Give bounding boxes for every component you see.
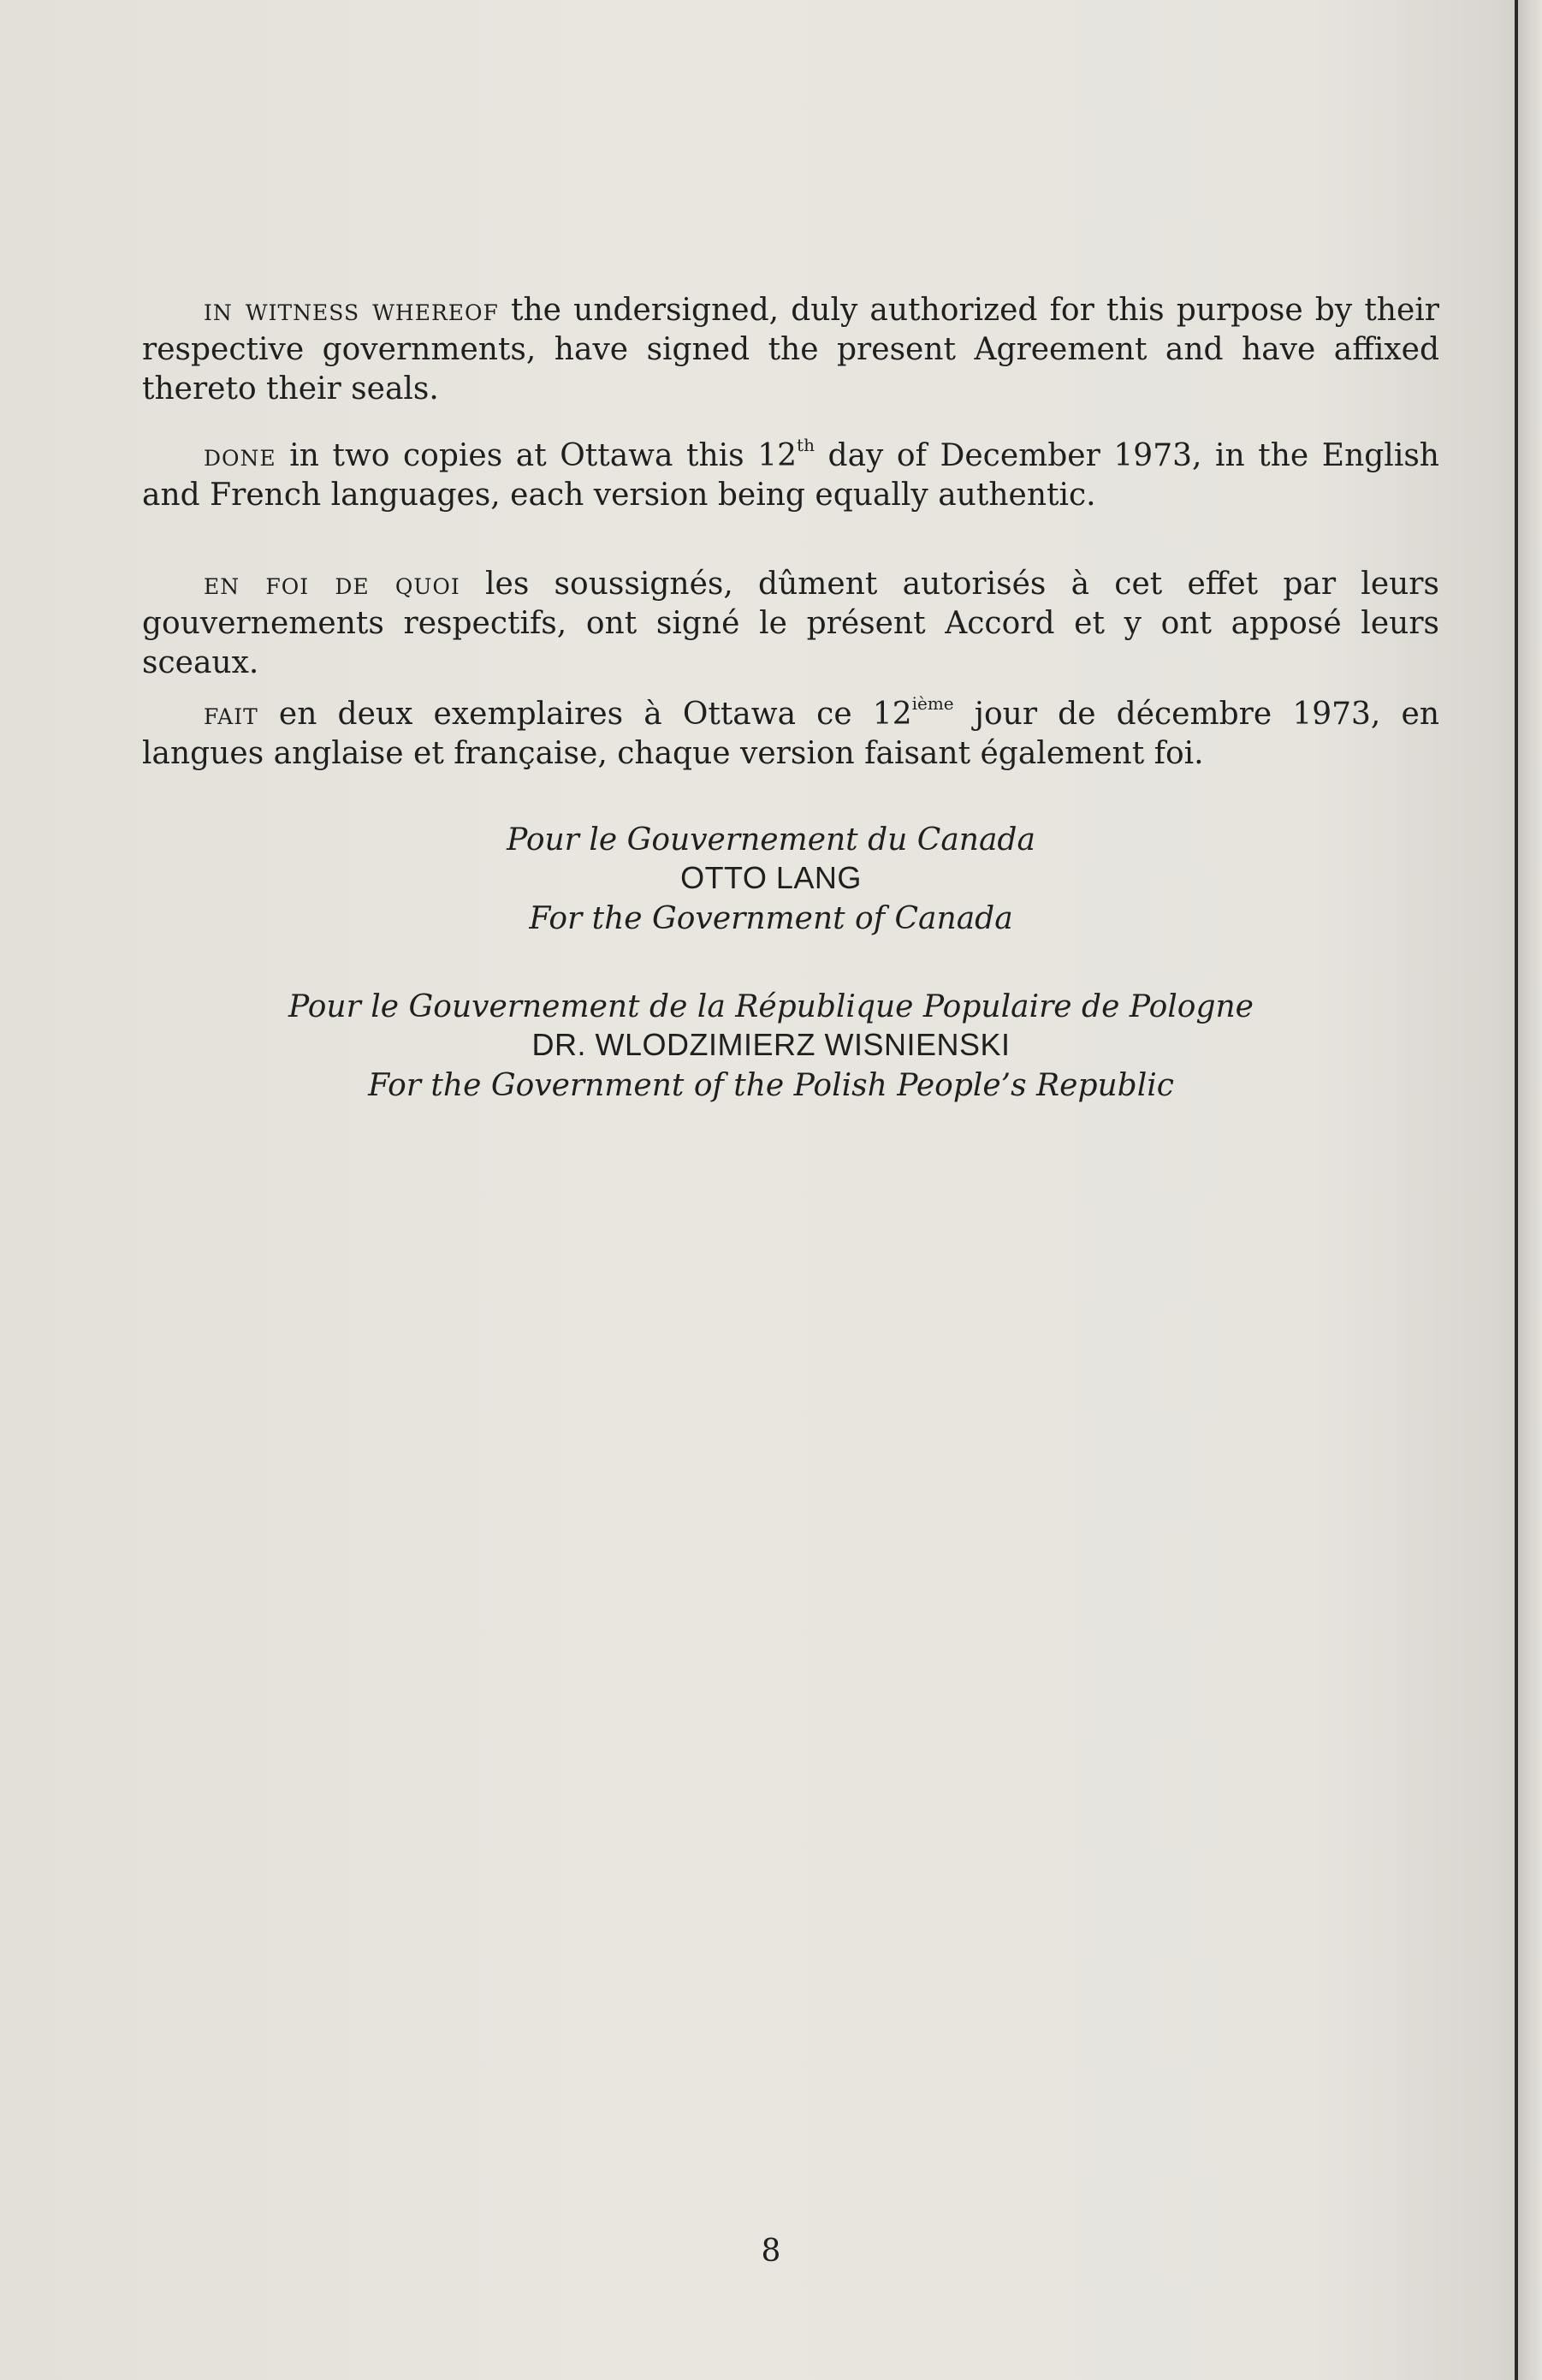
foi-lead: en foi de quoi <box>204 567 460 602</box>
fait-paragraph <box>142 695 1439 774</box>
poland-english-line: For the Government of the Polish People’s Republic <box>368 1068 1174 1103</box>
fait-text-1: en deux exemplaires à Ottawa ce 12 <box>258 697 912 732</box>
signature-block-canada <box>0 822 1542 938</box>
foi-text: les soussignés, dûment autorisés à cet effet par leurs gouvernements respectifs, ont signé le présent Accord et y ont apposé leurs sceaux. <box>142 567 1439 680</box>
fait-superscript: ième <box>911 693 954 714</box>
done-text-1: in two copies at Ottawa this 12 <box>276 438 798 473</box>
foi-paragraph <box>142 565 1439 683</box>
page-edge-line <box>1515 0 1518 2380</box>
canada-french-line: Pour le Gouvernement du Canada <box>507 822 1035 858</box>
canada-english-line: For the Government of Canada <box>529 901 1013 936</box>
page-number: 8 <box>761 2234 781 2269</box>
signature-block-poland <box>0 988 1542 1105</box>
poland-french-line: Pour le Gouvernement de la République Populaire de Pologne <box>288 989 1254 1024</box>
done-paragraph <box>142 436 1439 515</box>
page-edge-shadow <box>1518 0 1542 2380</box>
canada-signatory-name: OTTO LANG <box>680 860 862 895</box>
done-lead: done <box>204 438 276 473</box>
witness-text: the undersigned, duly authorized for this purpose by their respective governments, have signed the present Agreement and have affixed thereto their seals. <box>142 293 1439 407</box>
poland-signatory-name: DR. WLODZIMIERZ WISNIENSKI <box>531 1027 1011 1062</box>
done-superscript: th <box>797 435 815 455</box>
done-text-2: day of December 1973, in the English and French languages, each version being equally authentic. <box>142 438 1439 513</box>
witness-paragraph <box>142 291 1439 409</box>
witness-lead: in witness whereof <box>204 293 499 328</box>
fait-lead: fait <box>204 697 258 732</box>
fait-text-2: jour de décembre 1973, en langues anglaise et française, chaque version faisant également foi. <box>142 697 1440 771</box>
